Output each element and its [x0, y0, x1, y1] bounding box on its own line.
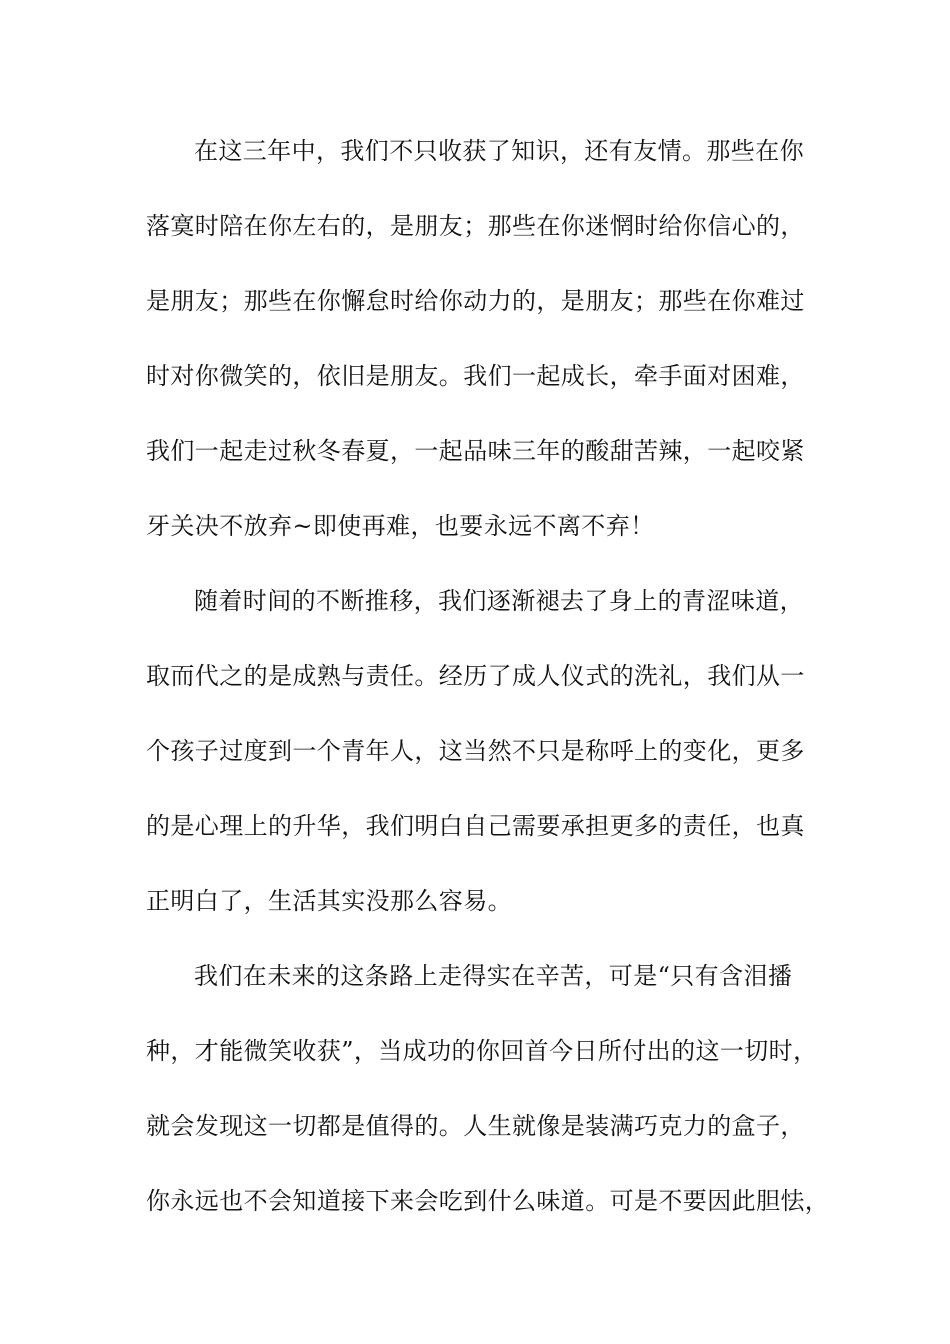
text-line: 我们在未来的这条路上走得实在辛苦，可是“只有含泪播	[194, 962, 793, 990]
text-line: 我们一起走过秋冬春夏，一起品味三年的酸甜苦辣，一起咬紧	[146, 437, 805, 465]
document-body	[146, 128, 830, 1253]
paragraph-friendship	[146, 128, 806, 578]
text-line: 正明白了，生活其实没那么容易。	[146, 887, 512, 915]
paragraph-future	[146, 953, 830, 1253]
text-line: 落寞时陪在你左右的，是朋友；那些在你迷惘时给你信心的，	[146, 212, 805, 240]
text-line: 牙关决不放弃~即使再难，也要永远不离不弃！	[146, 512, 655, 540]
text-line: 是朋友；那些在你懈怠时给你动力的，是朋友；那些在你难过	[146, 287, 805, 315]
text-line: 取而代之的是成熟与责任。经历了成人仪式的洗礼，我们从一	[146, 662, 805, 690]
text-line: 你永远也不会知道接下来会吃到什么味道。可是不要因此胆怯，	[146, 1187, 830, 1215]
paragraph-growth	[146, 578, 806, 953]
text-line: 在这三年中，我们不只收获了知识，还有友情。那些在你	[194, 137, 804, 165]
text-line: 的是心理上的升华，我们明白自己需要承担更多的责任，也真	[146, 812, 805, 840]
text-line: 种，才能微笑收获”，当成功的你回首今日所付出的这一切时，	[146, 1037, 818, 1065]
text-line: 个孩子过度到一个青年人，这当然不只是称呼上的变化，更多	[146, 737, 805, 765]
text-line: 随着时间的不断推移，我们逐渐褪去了身上的青涩味道，	[194, 587, 804, 615]
text-line: 就会发现这一切都是值得的。人生就像是装满巧克力的盒子，	[146, 1112, 805, 1140]
text-line: 时对你微笑的，依旧是朋友。我们一起成长，牵手面对困难，	[146, 362, 805, 390]
